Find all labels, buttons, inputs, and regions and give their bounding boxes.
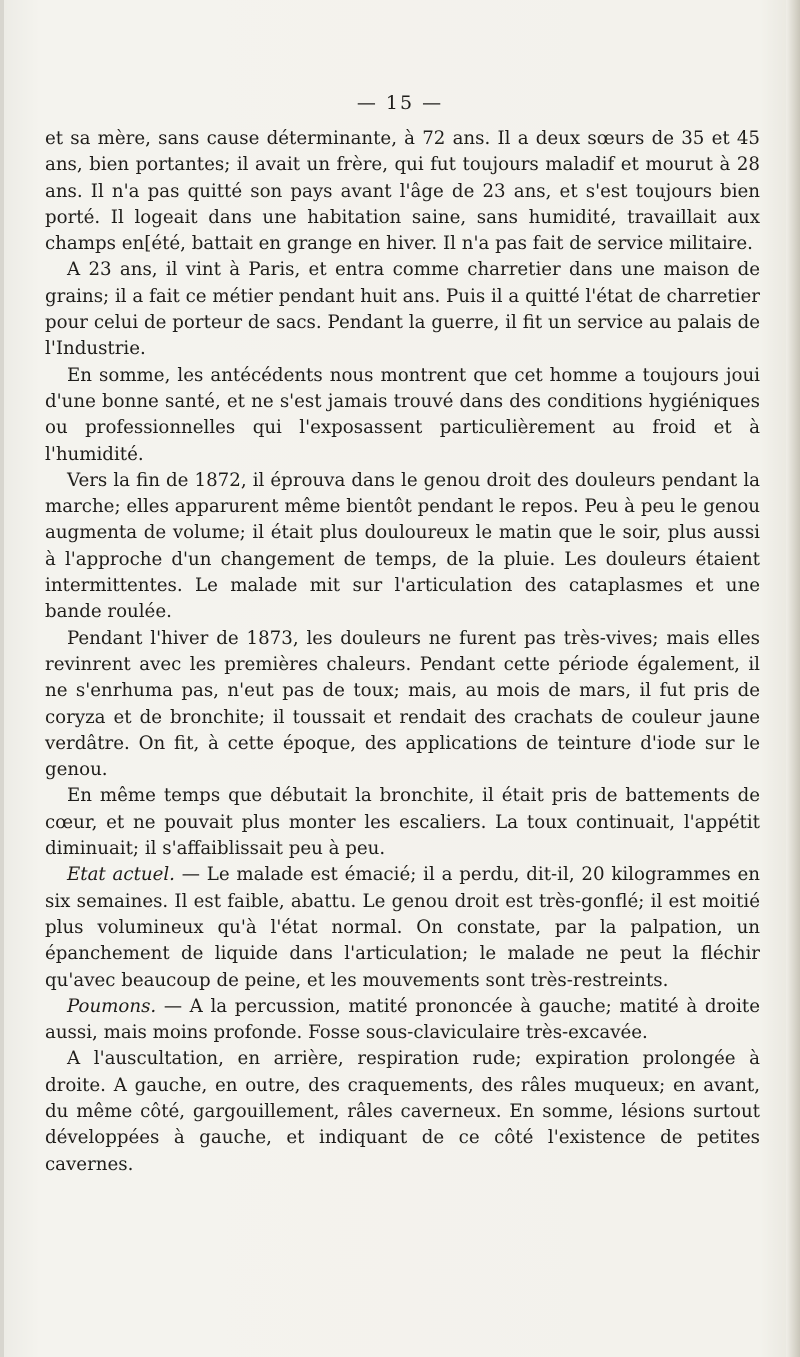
paragraph-lungs: [45, 994, 760, 1047]
paragraph-occupation: A 23 ans, il vint à Paris, et entra comme charretier dans une maison de grains; il a fait ce métier pendant huit ans. Puis il a quitté l'état de charretier pour celui de porteur de sacs. Pendant la guerre, il fit un service au palais de l'Industrie.: [45, 259, 760, 360]
paragraph-palpitations: En même temps que débutait la bronchite, il était pris de battements de cœur, et ne pouvait plus monter les escaliers. La toux continuait, l'appétit diminuait; il s'affaiblissait peu à peu.: [45, 785, 760, 860]
paragraph-antecedents: En somme, les antécédents nous montrent que cet homme a toujours joui d'une bonne santé, et ne s'est jamais trouvé dans des conditions hygiéniques ou professionnelles qui l'exposassent particulièrement au froid et à l'humidité.: [45, 364, 760, 465]
section-label-poumons: Poumons.: [67, 995, 157, 1017]
paragraph-auscultation: A l'auscultation, en arrière, respiration rude; expiration prolongée à droite. A gauche, en outre, des craquements, des râles muqueux; en avant, du même côté, gargouillement, râles caverneux. En somme, lésions surtout développées à gauche, et indiquant de ce côté l'existence de petites cavernes.: [45, 1048, 760, 1175]
current-state-text: — Le malade est émacié; il a perdu, dit-il, 20 kilogrammes en six semaines. Il est faible, abattu. Le genou droit est très-gonflé; il est moitié plus volumineux qu'à l'état normal. On constate, par la palpation, un épanchement de liquide dans l'articulation; le malade ne peut la fléchir qu'avec beaucoup de peine, et les mouvements sont très-restreints.: [45, 864, 761, 991]
paragraph-family-history: et sa mère, sans cause déterminante, à 72 ans. Il a deux sœurs de 35 et 45 ans, bien portantes; il avait un frère, qui fut toujours maladif et mourut à 28 ans. Il n'a pas quitté son pays avant l'âge de 23 ans, et s'est toujours bien porté. Il logeait dans une habitation saine, sans humidité, travaillait aux champs en[été, battait en grange en hiver. Il n'a pas fait de service militaire.: [45, 128, 760, 255]
paragraph-winter-1873: Pendant l'hiver de 1873, les douleurs ne furent pas très-vives; mais elles revinrent avec les premières chaleurs. Pendant cette période également, il ne s'enrhuma pas, n'eut pas de toux; mais, au mois de mars, il fut pris de coryza et de bronchite; il toussait et rendait des crachats de couleur jaune verdâtre. On fit, à cette époque, des applications de teinture d'iode sur le genou.: [45, 627, 760, 781]
page-number: — 15 —: [356, 92, 444, 114]
lungs-text: — A la percussion, matité prononcée à gauche; matité à droite aussi, mais moins profonde. Fosse sous-claviculaire très-excavée.: [45, 995, 760, 1044]
body-text: [45, 126, 760, 1178]
paragraph-knee-onset: Vers la fin de 1872, il éprouva dans le genou droit des douleurs pendant la marche; elles apparurent même bientôt pendant le repos. Peu à peu le genou augmenta de volume; il était plus douloureux le matin que le soir, plus aussi à l'approche d'un changement de temps, de la pluie. Les douleurs étaient intermittentes. Le malade mit sur l'articulation des cataplasmes et une bande roulée.: [45, 469, 760, 623]
section-label-etat-actuel: Etat actuel.: [67, 864, 175, 886]
paragraph-current-state: [45, 862, 760, 993]
page-left-edge: [0, 0, 4, 1357]
page-right-edge-shadow: [786, 0, 800, 1357]
